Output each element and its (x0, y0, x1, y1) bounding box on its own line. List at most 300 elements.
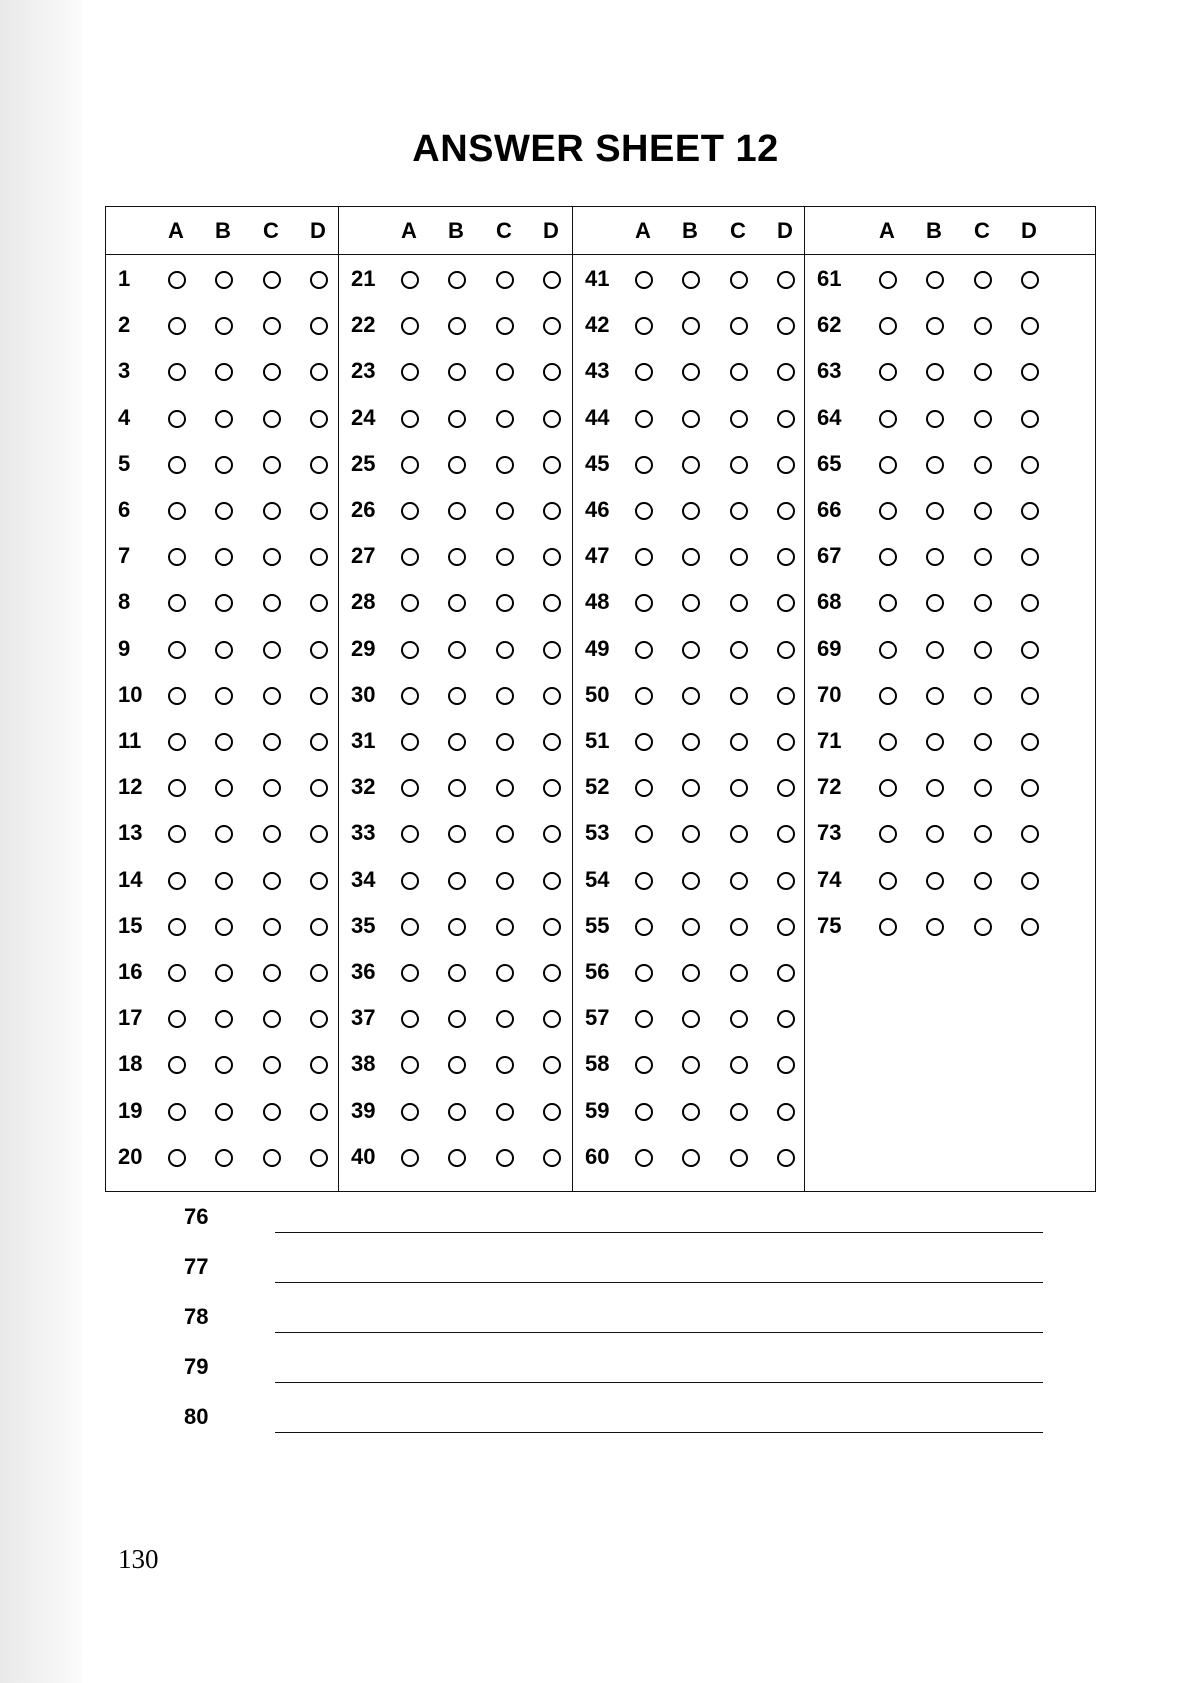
answer-bubble-b[interactable] (682, 317, 700, 335)
answer-bubble-c[interactable] (730, 687, 748, 705)
answer-bubble-d[interactable] (777, 271, 795, 289)
answer-line[interactable] (275, 1382, 1043, 1383)
answer-bubble-b[interactable] (448, 918, 466, 936)
answer-bubble-a[interactable] (168, 872, 186, 890)
answer-bubble-c[interactable] (730, 456, 748, 474)
answer-bubble-a[interactable] (168, 1149, 186, 1167)
answer-bubble-a[interactable] (401, 271, 419, 289)
answer-bubble-b[interactable] (682, 641, 700, 659)
answer-bubble-d[interactable] (543, 964, 561, 982)
answer-bubble-b[interactable] (926, 363, 944, 381)
answer-bubble-a[interactable] (168, 502, 186, 520)
answer-bubble-d[interactable] (777, 317, 795, 335)
answer-bubble-d[interactable] (543, 456, 561, 474)
answer-bubble-b[interactable] (926, 410, 944, 428)
answer-bubble-d[interactable] (310, 964, 328, 982)
answer-bubble-a[interactable] (401, 410, 419, 428)
answer-bubble-a[interactable] (168, 687, 186, 705)
answer-bubble-b[interactable] (926, 687, 944, 705)
answer-bubble-b[interactable] (682, 687, 700, 705)
answer-bubble-a[interactable] (168, 410, 186, 428)
answer-bubble-c[interactable] (730, 733, 748, 751)
answer-bubble-a[interactable] (635, 733, 653, 751)
answer-bubble-b[interactable] (682, 456, 700, 474)
answer-bubble-c[interactable] (496, 779, 514, 797)
answer-bubble-d[interactable] (543, 548, 561, 566)
answer-bubble-d[interactable] (777, 410, 795, 428)
answer-bubble-b[interactable] (926, 548, 944, 566)
answer-bubble-a[interactable] (635, 872, 653, 890)
answer-bubble-a[interactable] (635, 1149, 653, 1167)
answer-bubble-b[interactable] (448, 964, 466, 982)
answer-bubble-d[interactable] (1021, 456, 1039, 474)
answer-bubble-a[interactable] (879, 825, 897, 843)
answer-bubble-d[interactable] (310, 410, 328, 428)
answer-bubble-d[interactable] (543, 825, 561, 843)
answer-bubble-d[interactable] (543, 1056, 561, 1074)
answer-bubble-b[interactable] (682, 594, 700, 612)
answer-bubble-d[interactable] (777, 502, 795, 520)
answer-bubble-c[interactable] (496, 1103, 514, 1121)
answer-bubble-d[interactable] (543, 271, 561, 289)
answer-bubble-a[interactable] (635, 548, 653, 566)
answer-bubble-d[interactable] (1021, 317, 1039, 335)
answer-bubble-d[interactable] (1021, 918, 1039, 936)
answer-bubble-a[interactable] (401, 687, 419, 705)
answer-bubble-a[interactable] (168, 1103, 186, 1121)
answer-bubble-a[interactable] (168, 641, 186, 659)
answer-bubble-b[interactable] (682, 271, 700, 289)
answer-bubble-d[interactable] (310, 1149, 328, 1167)
answer-bubble-a[interactable] (635, 456, 653, 474)
answer-bubble-c[interactable] (730, 964, 748, 982)
answer-bubble-b[interactable] (448, 271, 466, 289)
answer-bubble-c[interactable] (974, 918, 992, 936)
answer-bubble-d[interactable] (310, 641, 328, 659)
answer-bubble-d[interactable] (310, 1010, 328, 1028)
answer-bubble-b[interactable] (926, 872, 944, 890)
answer-bubble-c[interactable] (263, 1103, 281, 1121)
answer-bubble-d[interactable] (543, 918, 561, 936)
answer-bubble-b[interactable] (448, 317, 466, 335)
answer-bubble-c[interactable] (263, 363, 281, 381)
answer-bubble-d[interactable] (777, 918, 795, 936)
answer-bubble-a[interactable] (168, 594, 186, 612)
answer-bubble-c[interactable] (496, 594, 514, 612)
answer-bubble-d[interactable] (310, 456, 328, 474)
answer-bubble-b[interactable] (926, 271, 944, 289)
answer-bubble-b[interactable] (215, 548, 233, 566)
answer-bubble-c[interactable] (496, 410, 514, 428)
answer-bubble-d[interactable] (310, 779, 328, 797)
answer-bubble-b[interactable] (215, 1103, 233, 1121)
answer-bubble-a[interactable] (401, 779, 419, 797)
answer-bubble-c[interactable] (730, 502, 748, 520)
answer-bubble-b[interactable] (682, 1103, 700, 1121)
answer-bubble-c[interactable] (730, 825, 748, 843)
answer-bubble-a[interactable] (879, 779, 897, 797)
answer-bubble-a[interactable] (879, 687, 897, 705)
answer-bubble-a[interactable] (401, 456, 419, 474)
answer-bubble-a[interactable] (635, 594, 653, 612)
answer-bubble-c[interactable] (496, 872, 514, 890)
answer-bubble-b[interactable] (682, 1149, 700, 1167)
answer-bubble-d[interactable] (777, 1056, 795, 1074)
answer-bubble-a[interactable] (635, 641, 653, 659)
answer-bubble-a[interactable] (635, 317, 653, 335)
answer-bubble-c[interactable] (730, 1010, 748, 1028)
answer-bubble-d[interactable] (543, 1103, 561, 1121)
answer-bubble-a[interactable] (401, 825, 419, 843)
answer-bubble-d[interactable] (777, 641, 795, 659)
answer-bubble-b[interactable] (926, 641, 944, 659)
answer-bubble-d[interactable] (777, 825, 795, 843)
answer-bubble-b[interactable] (682, 779, 700, 797)
answer-bubble-a[interactable] (879, 918, 897, 936)
answer-bubble-a[interactable] (879, 641, 897, 659)
answer-bubble-a[interactable] (401, 363, 419, 381)
answer-bubble-d[interactable] (310, 502, 328, 520)
answer-bubble-c[interactable] (263, 641, 281, 659)
answer-bubble-d[interactable] (543, 594, 561, 612)
answer-bubble-b[interactable] (215, 502, 233, 520)
answer-bubble-b[interactable] (448, 733, 466, 751)
answer-bubble-b[interactable] (448, 687, 466, 705)
answer-bubble-c[interactable] (730, 363, 748, 381)
answer-bubble-c[interactable] (263, 918, 281, 936)
answer-bubble-c[interactable] (496, 687, 514, 705)
answer-bubble-c[interactable] (496, 733, 514, 751)
answer-bubble-b[interactable] (926, 918, 944, 936)
answer-line[interactable] (275, 1332, 1043, 1333)
answer-bubble-c[interactable] (730, 1056, 748, 1074)
answer-bubble-a[interactable] (879, 456, 897, 474)
answer-bubble-a[interactable] (168, 271, 186, 289)
answer-bubble-a[interactable] (635, 1010, 653, 1028)
answer-bubble-d[interactable] (777, 779, 795, 797)
answer-bubble-b[interactable] (448, 1103, 466, 1121)
answer-bubble-d[interactable] (310, 548, 328, 566)
answer-bubble-b[interactable] (448, 363, 466, 381)
answer-bubble-c[interactable] (974, 456, 992, 474)
answer-bubble-a[interactable] (401, 548, 419, 566)
answer-bubble-a[interactable] (401, 1149, 419, 1167)
answer-bubble-a[interactable] (635, 410, 653, 428)
answer-bubble-c[interactable] (730, 594, 748, 612)
answer-bubble-b[interactable] (215, 964, 233, 982)
answer-bubble-a[interactable] (879, 594, 897, 612)
answer-bubble-b[interactable] (215, 918, 233, 936)
answer-bubble-b[interactable] (448, 456, 466, 474)
answer-line[interactable] (275, 1432, 1043, 1433)
answer-bubble-c[interactable] (730, 872, 748, 890)
answer-bubble-c[interactable] (496, 964, 514, 982)
answer-bubble-c[interactable] (263, 271, 281, 289)
answer-bubble-b[interactable] (682, 363, 700, 381)
answer-bubble-b[interactable] (926, 502, 944, 520)
answer-bubble-c[interactable] (974, 594, 992, 612)
answer-bubble-c[interactable] (263, 317, 281, 335)
answer-bubble-a[interactable] (635, 964, 653, 982)
answer-bubble-c[interactable] (496, 825, 514, 843)
answer-bubble-a[interactable] (401, 918, 419, 936)
answer-bubble-a[interactable] (879, 317, 897, 335)
answer-bubble-b[interactable] (682, 825, 700, 843)
answer-bubble-a[interactable] (168, 918, 186, 936)
answer-bubble-d[interactable] (543, 641, 561, 659)
answer-bubble-c[interactable] (496, 317, 514, 335)
answer-bubble-a[interactable] (168, 964, 186, 982)
answer-bubble-a[interactable] (635, 1103, 653, 1121)
answer-bubble-a[interactable] (168, 825, 186, 843)
answer-bubble-d[interactable] (310, 594, 328, 612)
answer-bubble-d[interactable] (777, 872, 795, 890)
answer-bubble-a[interactable] (401, 872, 419, 890)
answer-bubble-b[interactable] (448, 1010, 466, 1028)
answer-bubble-d[interactable] (310, 1056, 328, 1074)
answer-bubble-a[interactable] (168, 548, 186, 566)
answer-bubble-b[interactable] (926, 456, 944, 474)
answer-bubble-c[interactable] (974, 502, 992, 520)
answer-bubble-b[interactable] (926, 825, 944, 843)
answer-bubble-c[interactable] (730, 779, 748, 797)
answer-bubble-c[interactable] (263, 964, 281, 982)
answer-bubble-b[interactable] (448, 410, 466, 428)
answer-bubble-d[interactable] (310, 825, 328, 843)
answer-bubble-a[interactable] (879, 733, 897, 751)
answer-bubble-b[interactable] (926, 317, 944, 335)
answer-bubble-b[interactable] (215, 1010, 233, 1028)
answer-bubble-c[interactable] (730, 271, 748, 289)
answer-bubble-a[interactable] (879, 872, 897, 890)
answer-bubble-a[interactable] (168, 317, 186, 335)
answer-bubble-d[interactable] (1021, 363, 1039, 381)
answer-bubble-c[interactable] (730, 918, 748, 936)
answer-bubble-c[interactable] (730, 641, 748, 659)
answer-bubble-c[interactable] (974, 779, 992, 797)
answer-bubble-c[interactable] (730, 317, 748, 335)
answer-bubble-a[interactable] (879, 502, 897, 520)
answer-bubble-a[interactable] (635, 918, 653, 936)
answer-bubble-c[interactable] (263, 1149, 281, 1167)
answer-bubble-b[interactable] (682, 918, 700, 936)
answer-bubble-c[interactable] (263, 733, 281, 751)
answer-bubble-b[interactable] (215, 641, 233, 659)
answer-bubble-b[interactable] (682, 548, 700, 566)
answer-bubble-d[interactable] (1021, 641, 1039, 659)
answer-bubble-b[interactable] (682, 733, 700, 751)
answer-bubble-b[interactable] (926, 733, 944, 751)
answer-bubble-a[interactable] (635, 271, 653, 289)
answer-bubble-b[interactable] (215, 363, 233, 381)
answer-bubble-a[interactable] (879, 363, 897, 381)
answer-bubble-b[interactable] (448, 1056, 466, 1074)
answer-bubble-c[interactable] (496, 1149, 514, 1167)
answer-bubble-d[interactable] (543, 1149, 561, 1167)
answer-bubble-a[interactable] (401, 641, 419, 659)
answer-bubble-b[interactable] (926, 594, 944, 612)
answer-bubble-d[interactable] (310, 918, 328, 936)
answer-bubble-d[interactable] (310, 687, 328, 705)
answer-bubble-a[interactable] (401, 733, 419, 751)
answer-bubble-a[interactable] (635, 363, 653, 381)
answer-bubble-a[interactable] (401, 964, 419, 982)
answer-bubble-c[interactable] (974, 687, 992, 705)
answer-bubble-d[interactable] (543, 1010, 561, 1028)
answer-bubble-c[interactable] (496, 502, 514, 520)
answer-bubble-c[interactable] (496, 363, 514, 381)
answer-bubble-d[interactable] (777, 1149, 795, 1167)
answer-bubble-d[interactable] (777, 687, 795, 705)
answer-bubble-c[interactable] (730, 410, 748, 428)
answer-bubble-c[interactable] (263, 502, 281, 520)
answer-bubble-c[interactable] (974, 548, 992, 566)
answer-bubble-d[interactable] (310, 1103, 328, 1121)
answer-bubble-a[interactable] (168, 1056, 186, 1074)
answer-bubble-c[interactable] (263, 779, 281, 797)
answer-bubble-b[interactable] (448, 1149, 466, 1167)
answer-bubble-c[interactable] (974, 641, 992, 659)
answer-bubble-b[interactable] (448, 641, 466, 659)
answer-bubble-b[interactable] (215, 1056, 233, 1074)
answer-bubble-c[interactable] (974, 872, 992, 890)
answer-bubble-b[interactable] (448, 502, 466, 520)
answer-bubble-a[interactable] (635, 1056, 653, 1074)
answer-bubble-a[interactable] (879, 548, 897, 566)
answer-bubble-d[interactable] (777, 363, 795, 381)
answer-bubble-a[interactable] (401, 594, 419, 612)
answer-bubble-b[interactable] (215, 872, 233, 890)
answer-bubble-d[interactable] (310, 271, 328, 289)
answer-bubble-c[interactable] (496, 548, 514, 566)
answer-bubble-d[interactable] (310, 317, 328, 335)
answer-bubble-a[interactable] (401, 1010, 419, 1028)
answer-bubble-c[interactable] (974, 825, 992, 843)
answer-bubble-b[interactable] (682, 872, 700, 890)
answer-bubble-d[interactable] (777, 1103, 795, 1121)
answer-bubble-d[interactable] (777, 456, 795, 474)
answer-bubble-c[interactable] (263, 872, 281, 890)
answer-line[interactable] (275, 1232, 1043, 1233)
answer-bubble-b[interactable] (215, 687, 233, 705)
answer-bubble-b[interactable] (215, 594, 233, 612)
answer-bubble-d[interactable] (1021, 825, 1039, 843)
answer-bubble-a[interactable] (401, 1103, 419, 1121)
answer-bubble-d[interactable] (1021, 502, 1039, 520)
answer-bubble-a[interactable] (168, 733, 186, 751)
answer-bubble-b[interactable] (682, 964, 700, 982)
answer-bubble-a[interactable] (635, 502, 653, 520)
answer-bubble-b[interactable] (926, 779, 944, 797)
answer-bubble-c[interactable] (263, 548, 281, 566)
answer-bubble-b[interactable] (215, 456, 233, 474)
answer-bubble-d[interactable] (543, 317, 561, 335)
answer-bubble-b[interactable] (215, 825, 233, 843)
answer-bubble-b[interactable] (215, 733, 233, 751)
answer-bubble-d[interactable] (777, 594, 795, 612)
answer-bubble-c[interactable] (263, 456, 281, 474)
answer-bubble-c[interactable] (263, 1056, 281, 1074)
answer-bubble-c[interactable] (496, 641, 514, 659)
answer-bubble-c[interactable] (496, 456, 514, 474)
answer-bubble-c[interactable] (263, 1010, 281, 1028)
answer-bubble-a[interactable] (635, 779, 653, 797)
answer-bubble-c[interactable] (263, 687, 281, 705)
answer-bubble-d[interactable] (310, 733, 328, 751)
answer-bubble-b[interactable] (448, 548, 466, 566)
answer-bubble-d[interactable] (543, 502, 561, 520)
answer-bubble-b[interactable] (215, 410, 233, 428)
answer-bubble-d[interactable] (1021, 548, 1039, 566)
answer-bubble-a[interactable] (401, 317, 419, 335)
answer-bubble-d[interactable] (543, 872, 561, 890)
answer-bubble-a[interactable] (879, 410, 897, 428)
answer-bubble-b[interactable] (682, 1056, 700, 1074)
answer-bubble-d[interactable] (1021, 594, 1039, 612)
answer-bubble-d[interactable] (310, 363, 328, 381)
answer-bubble-c[interactable] (263, 825, 281, 843)
answer-bubble-c[interactable] (974, 410, 992, 428)
answer-bubble-a[interactable] (401, 502, 419, 520)
answer-bubble-b[interactable] (448, 825, 466, 843)
answer-bubble-c[interactable] (974, 733, 992, 751)
answer-bubble-b[interactable] (448, 779, 466, 797)
answer-bubble-a[interactable] (168, 456, 186, 474)
answer-bubble-c[interactable] (263, 594, 281, 612)
answer-bubble-a[interactable] (401, 1056, 419, 1074)
answer-bubble-a[interactable] (168, 363, 186, 381)
answer-bubble-d[interactable] (777, 548, 795, 566)
answer-bubble-a[interactable] (168, 1010, 186, 1028)
answer-bubble-c[interactable] (263, 410, 281, 428)
answer-bubble-b[interactable] (215, 779, 233, 797)
answer-bubble-d[interactable] (777, 964, 795, 982)
answer-bubble-d[interactable] (1021, 271, 1039, 289)
answer-bubble-d[interactable] (543, 779, 561, 797)
answer-bubble-d[interactable] (777, 1010, 795, 1028)
answer-bubble-d[interactable] (1021, 410, 1039, 428)
answer-bubble-c[interactable] (496, 1010, 514, 1028)
answer-bubble-b[interactable] (682, 502, 700, 520)
answer-bubble-d[interactable] (543, 733, 561, 751)
answer-bubble-c[interactable] (974, 363, 992, 381)
answer-bubble-c[interactable] (496, 918, 514, 936)
answer-bubble-b[interactable] (682, 1010, 700, 1028)
answer-bubble-d[interactable] (1021, 733, 1039, 751)
answer-bubble-b[interactable] (682, 410, 700, 428)
answer-bubble-c[interactable] (730, 1103, 748, 1121)
answer-bubble-c[interactable] (496, 1056, 514, 1074)
answer-bubble-d[interactable] (310, 872, 328, 890)
answer-bubble-a[interactable] (879, 271, 897, 289)
answer-bubble-b[interactable] (215, 1149, 233, 1167)
answer-bubble-d[interactable] (543, 687, 561, 705)
answer-bubble-b[interactable] (448, 872, 466, 890)
answer-line[interactable] (275, 1282, 1043, 1283)
answer-bubble-d[interactable] (543, 363, 561, 381)
answer-bubble-d[interactable] (777, 733, 795, 751)
answer-bubble-a[interactable] (635, 825, 653, 843)
answer-bubble-c[interactable] (496, 271, 514, 289)
answer-bubble-d[interactable] (1021, 872, 1039, 890)
answer-bubble-a[interactable] (168, 779, 186, 797)
answer-bubble-c[interactable] (974, 271, 992, 289)
answer-bubble-b[interactable] (215, 271, 233, 289)
answer-bubble-c[interactable] (974, 317, 992, 335)
answer-bubble-c[interactable] (730, 548, 748, 566)
answer-bubble-d[interactable] (1021, 779, 1039, 797)
answer-bubble-b[interactable] (215, 317, 233, 335)
